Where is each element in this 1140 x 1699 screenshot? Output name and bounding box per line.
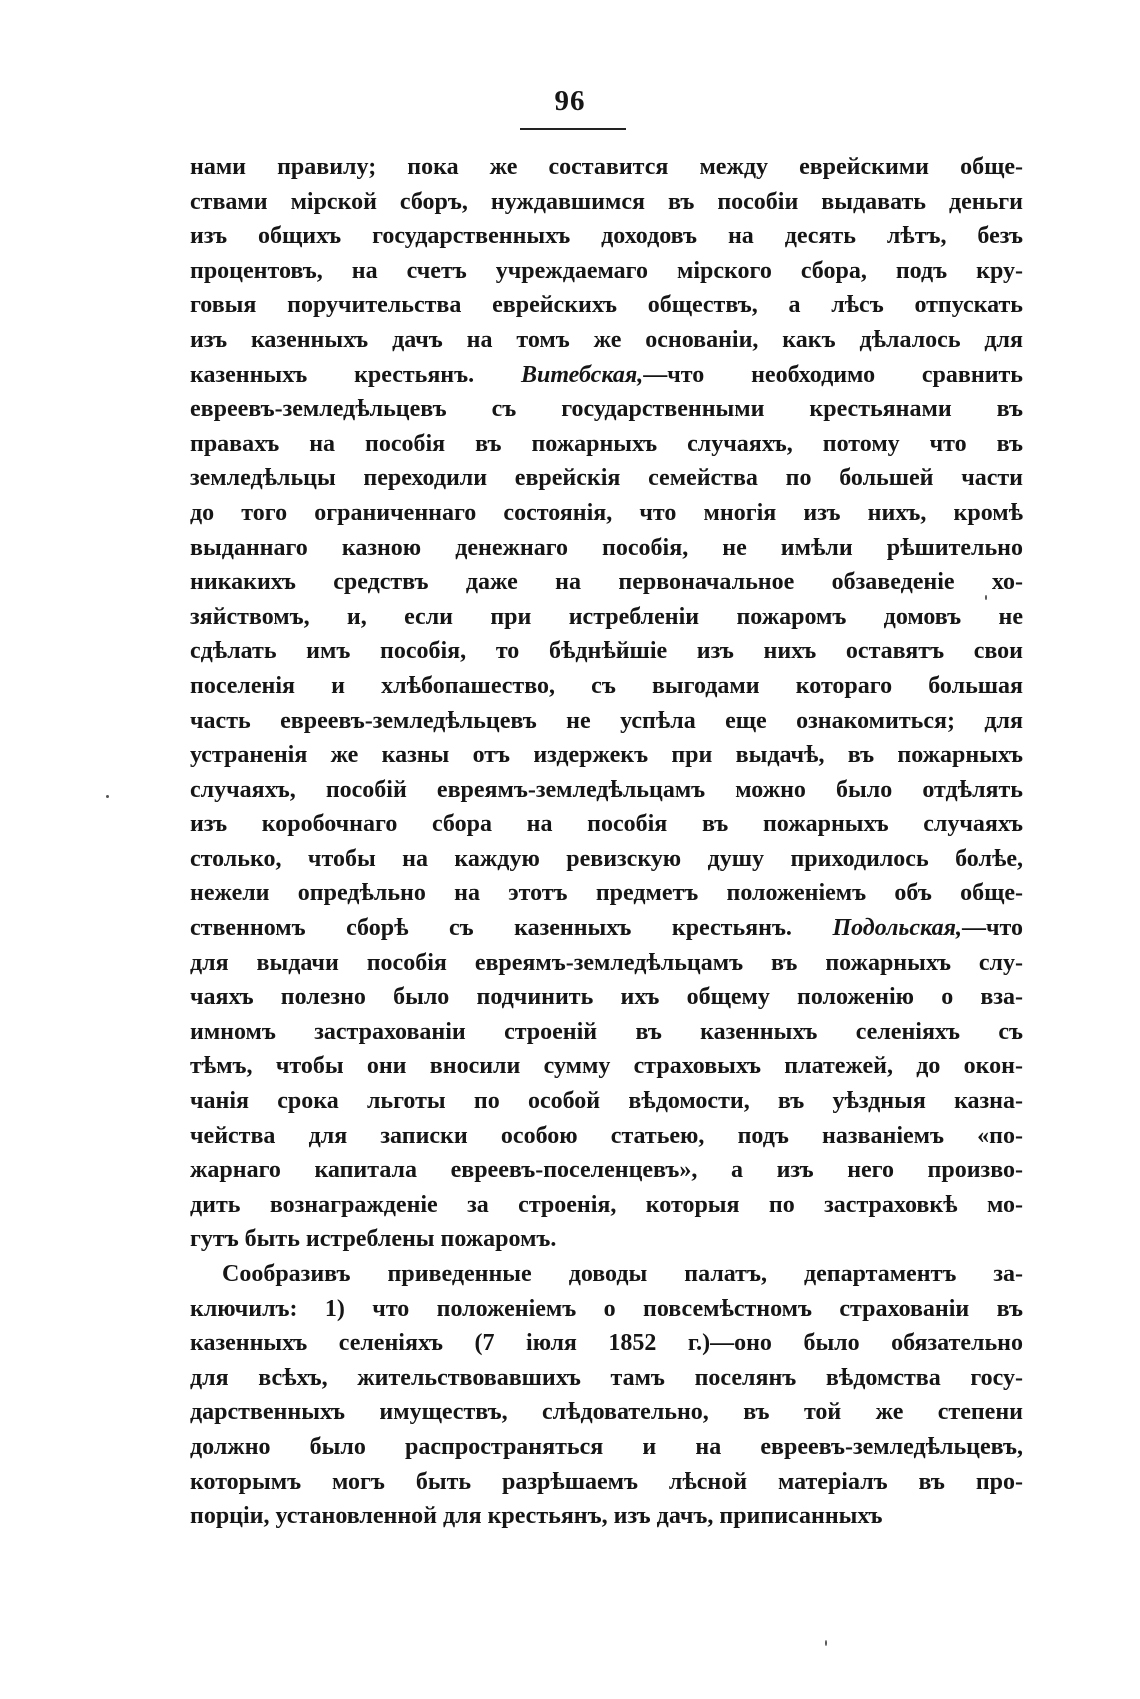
text-segment: нами правилу; пока же составится между еврейскими обще- — [190, 154, 1023, 180]
text-segment: никакихъ средствъ даже на первоначальное обзаведеніе хо- — [190, 569, 1023, 596]
text-segment: поселенія и хлѣбопашество, съ выгодами котораго большая — [190, 672, 1023, 699]
text-line — [190, 427, 1023, 462]
text-line — [190, 911, 1023, 946]
text-segment: дить вознагражденіе за строенія, которыя по застраховкѣ мо- — [190, 1191, 1023, 1218]
text-segment: ключилъ: 1) что положеніемъ о повсемѣстномъ страхованіи въ — [190, 1295, 1023, 1322]
text-line — [190, 1084, 1023, 1119]
text-segment: изъ казенныхъ дачъ на томъ же основаніи, какъ дѣлалось для — [190, 326, 1023, 353]
text-line — [190, 1499, 1023, 1534]
text-segment: евреевъ-земледѣльцевъ съ государственными крестьянами въ — [190, 396, 1023, 423]
text-segment: для выдачи пособія евреямъ-земледѣльцамъ въ пожарныхъ слу- — [190, 949, 1023, 976]
text-segment: изъ коробочнаго сбора на пособія въ пожарныхъ случаяхъ — [190, 811, 1023, 838]
text-line — [190, 1015, 1023, 1050]
text-line — [190, 980, 1023, 1015]
text-segment: гутъ быть истреблены пожаромъ. — [190, 1226, 557, 1253]
text-line — [190, 1257, 1023, 1292]
text-segment: порціи, установленной для крестьянъ, изъ дачъ, приписанныхъ — [190, 1503, 883, 1530]
text-segment: до того ограниченнаго состоянія, что многія изъ нихъ, кромѣ — [190, 499, 1023, 526]
body-text — [190, 150, 1023, 1534]
text-line — [190, 807, 1023, 842]
text-segment: чейства для записки особою статьею, подъ названіемъ «по- — [190, 1122, 1023, 1149]
text-segment: чанія срока льготы по особой вѣдомости, въ уѣздныя казна- — [190, 1088, 1023, 1115]
text-segment: тѣмъ, чтобы они вносили сумму страховыхъ платежей, до окон- — [190, 1053, 1023, 1080]
text-segment: —что — [961, 915, 1023, 942]
province-name: Подольская, — [832, 915, 962, 942]
province-name: Витебская, — [520, 361, 644, 388]
text-segment: Сообразивъ приведенные доводы палатъ, департаментъ за- — [222, 1261, 1023, 1287]
text-line — [190, 531, 1023, 566]
text-line — [190, 358, 1023, 393]
text-segment: выданнаго казною денежнаго пособія, не имѣли рѣшительно — [190, 534, 1023, 561]
text-segment: говыя поручительства еврейскихъ обществъ, а лѣсъ отпускать — [190, 292, 1023, 319]
text-segment: ствами мірской сборъ, нуждавшимся въ пособіи выдавать деньги — [190, 188, 1023, 215]
text-segment: сдѣлать имъ пособія, то бѣднѣйшіе изъ нихъ оставятъ свои — [190, 638, 1023, 665]
text-line — [190, 496, 1023, 531]
text-segment: зяйствомъ, и, если при истребленіи пожаромъ домовъ не — [190, 603, 1023, 630]
text-line — [190, 288, 1023, 323]
text-line — [190, 254, 1023, 289]
text-segment: которымъ могъ быть разрѣшаемъ лѣсной матеріалъ въ про- — [190, 1468, 1023, 1495]
page-number-rule — [520, 128, 626, 130]
text-segment: имномъ застрахованіи строеній въ казенныхъ селеніяхъ съ — [190, 1018, 1023, 1045]
text-segment: столько, чтобы на каждую ревизскую душу приходилось болѣе, — [190, 845, 1023, 872]
text-segment: устраненія же казны отъ издержекъ при выдачѣ, въ пожарныхъ — [190, 742, 1023, 769]
text-line — [190, 738, 1023, 773]
text-segment: должно было распространяться и на евреевъ-земледѣльцевъ, — [190, 1433, 1023, 1460]
text-line — [190, 634, 1023, 669]
text-line — [190, 842, 1023, 877]
text-line — [190, 565, 1023, 600]
text-segment: процентовъ, на счетъ учреждаемаго мірского сбора, подъ кру- — [190, 257, 1023, 284]
text-line — [190, 219, 1023, 254]
text-line — [190, 946, 1023, 981]
text-segment: случаяхъ, пособій евреямъ-земледѣльцамъ можно было отдѣлять — [190, 776, 1023, 803]
text-segment: жарнаго капитала евреевъ-поселенцевъ», а изъ него произво- — [190, 1157, 1023, 1184]
text-line — [190, 1326, 1023, 1361]
text-line — [190, 1361, 1023, 1396]
text-line — [190, 185, 1023, 220]
print-speck — [985, 595, 987, 600]
text-segment: казенныхъ селеніяхъ (7 іюля 1852 г.)—оно было обязательно — [190, 1330, 1023, 1357]
text-line — [190, 1465, 1023, 1500]
text-line — [190, 876, 1023, 911]
text-segment: изъ общихъ государственныхъ доходовъ на десять лѣтъ, безъ — [190, 223, 1023, 250]
text-line — [190, 600, 1023, 635]
text-line — [190, 1049, 1023, 1084]
text-line — [190, 1119, 1023, 1154]
text-line — [190, 1222, 1023, 1257]
text-line — [190, 773, 1023, 808]
text-segment: правахъ на пособія въ пожарныхъ случаяхъ, потому что въ — [190, 430, 1023, 457]
text-segment: —что необходимо сравнить — [643, 361, 1023, 388]
text-segment: ственномъ сборѣ съ казенныхъ крестьянъ. — [190, 915, 833, 942]
text-line — [190, 669, 1023, 704]
page-number: 96 — [554, 85, 586, 117]
text-line — [190, 150, 1023, 185]
text-line — [190, 1153, 1023, 1188]
text-line — [190, 1292, 1023, 1327]
text-line — [190, 461, 1023, 496]
text-segment: нежели опредѣльно на этотъ предметъ положеніемъ объ обще- — [190, 880, 1023, 907]
text-line — [190, 1395, 1023, 1430]
text-segment: часть евреевъ-земледѣльцевъ не успѣла еще ознакомиться; для — [190, 707, 1023, 734]
text-line — [190, 392, 1023, 427]
text-line — [190, 704, 1023, 739]
text-segment: земледѣльцы переходили еврейскія семейства по большей части — [190, 465, 1023, 492]
print-speck — [825, 1640, 827, 1646]
text-segment: чаяхъ полезно было подчинить ихъ общему положенію о вза- — [190, 984, 1023, 1011]
print-speck — [106, 795, 109, 798]
text-segment: казенныхъ крестьянъ. — [190, 361, 521, 388]
text-segment: для всѣхъ, жительствовавшихъ тамъ поселянъ вѣдомства госу- — [190, 1364, 1023, 1391]
text-line — [190, 1188, 1023, 1223]
text-line — [190, 323, 1023, 358]
text-line — [190, 1430, 1023, 1465]
text-segment: дарственныхъ имуществъ, слѣдовательно, въ той же степени — [190, 1399, 1023, 1426]
